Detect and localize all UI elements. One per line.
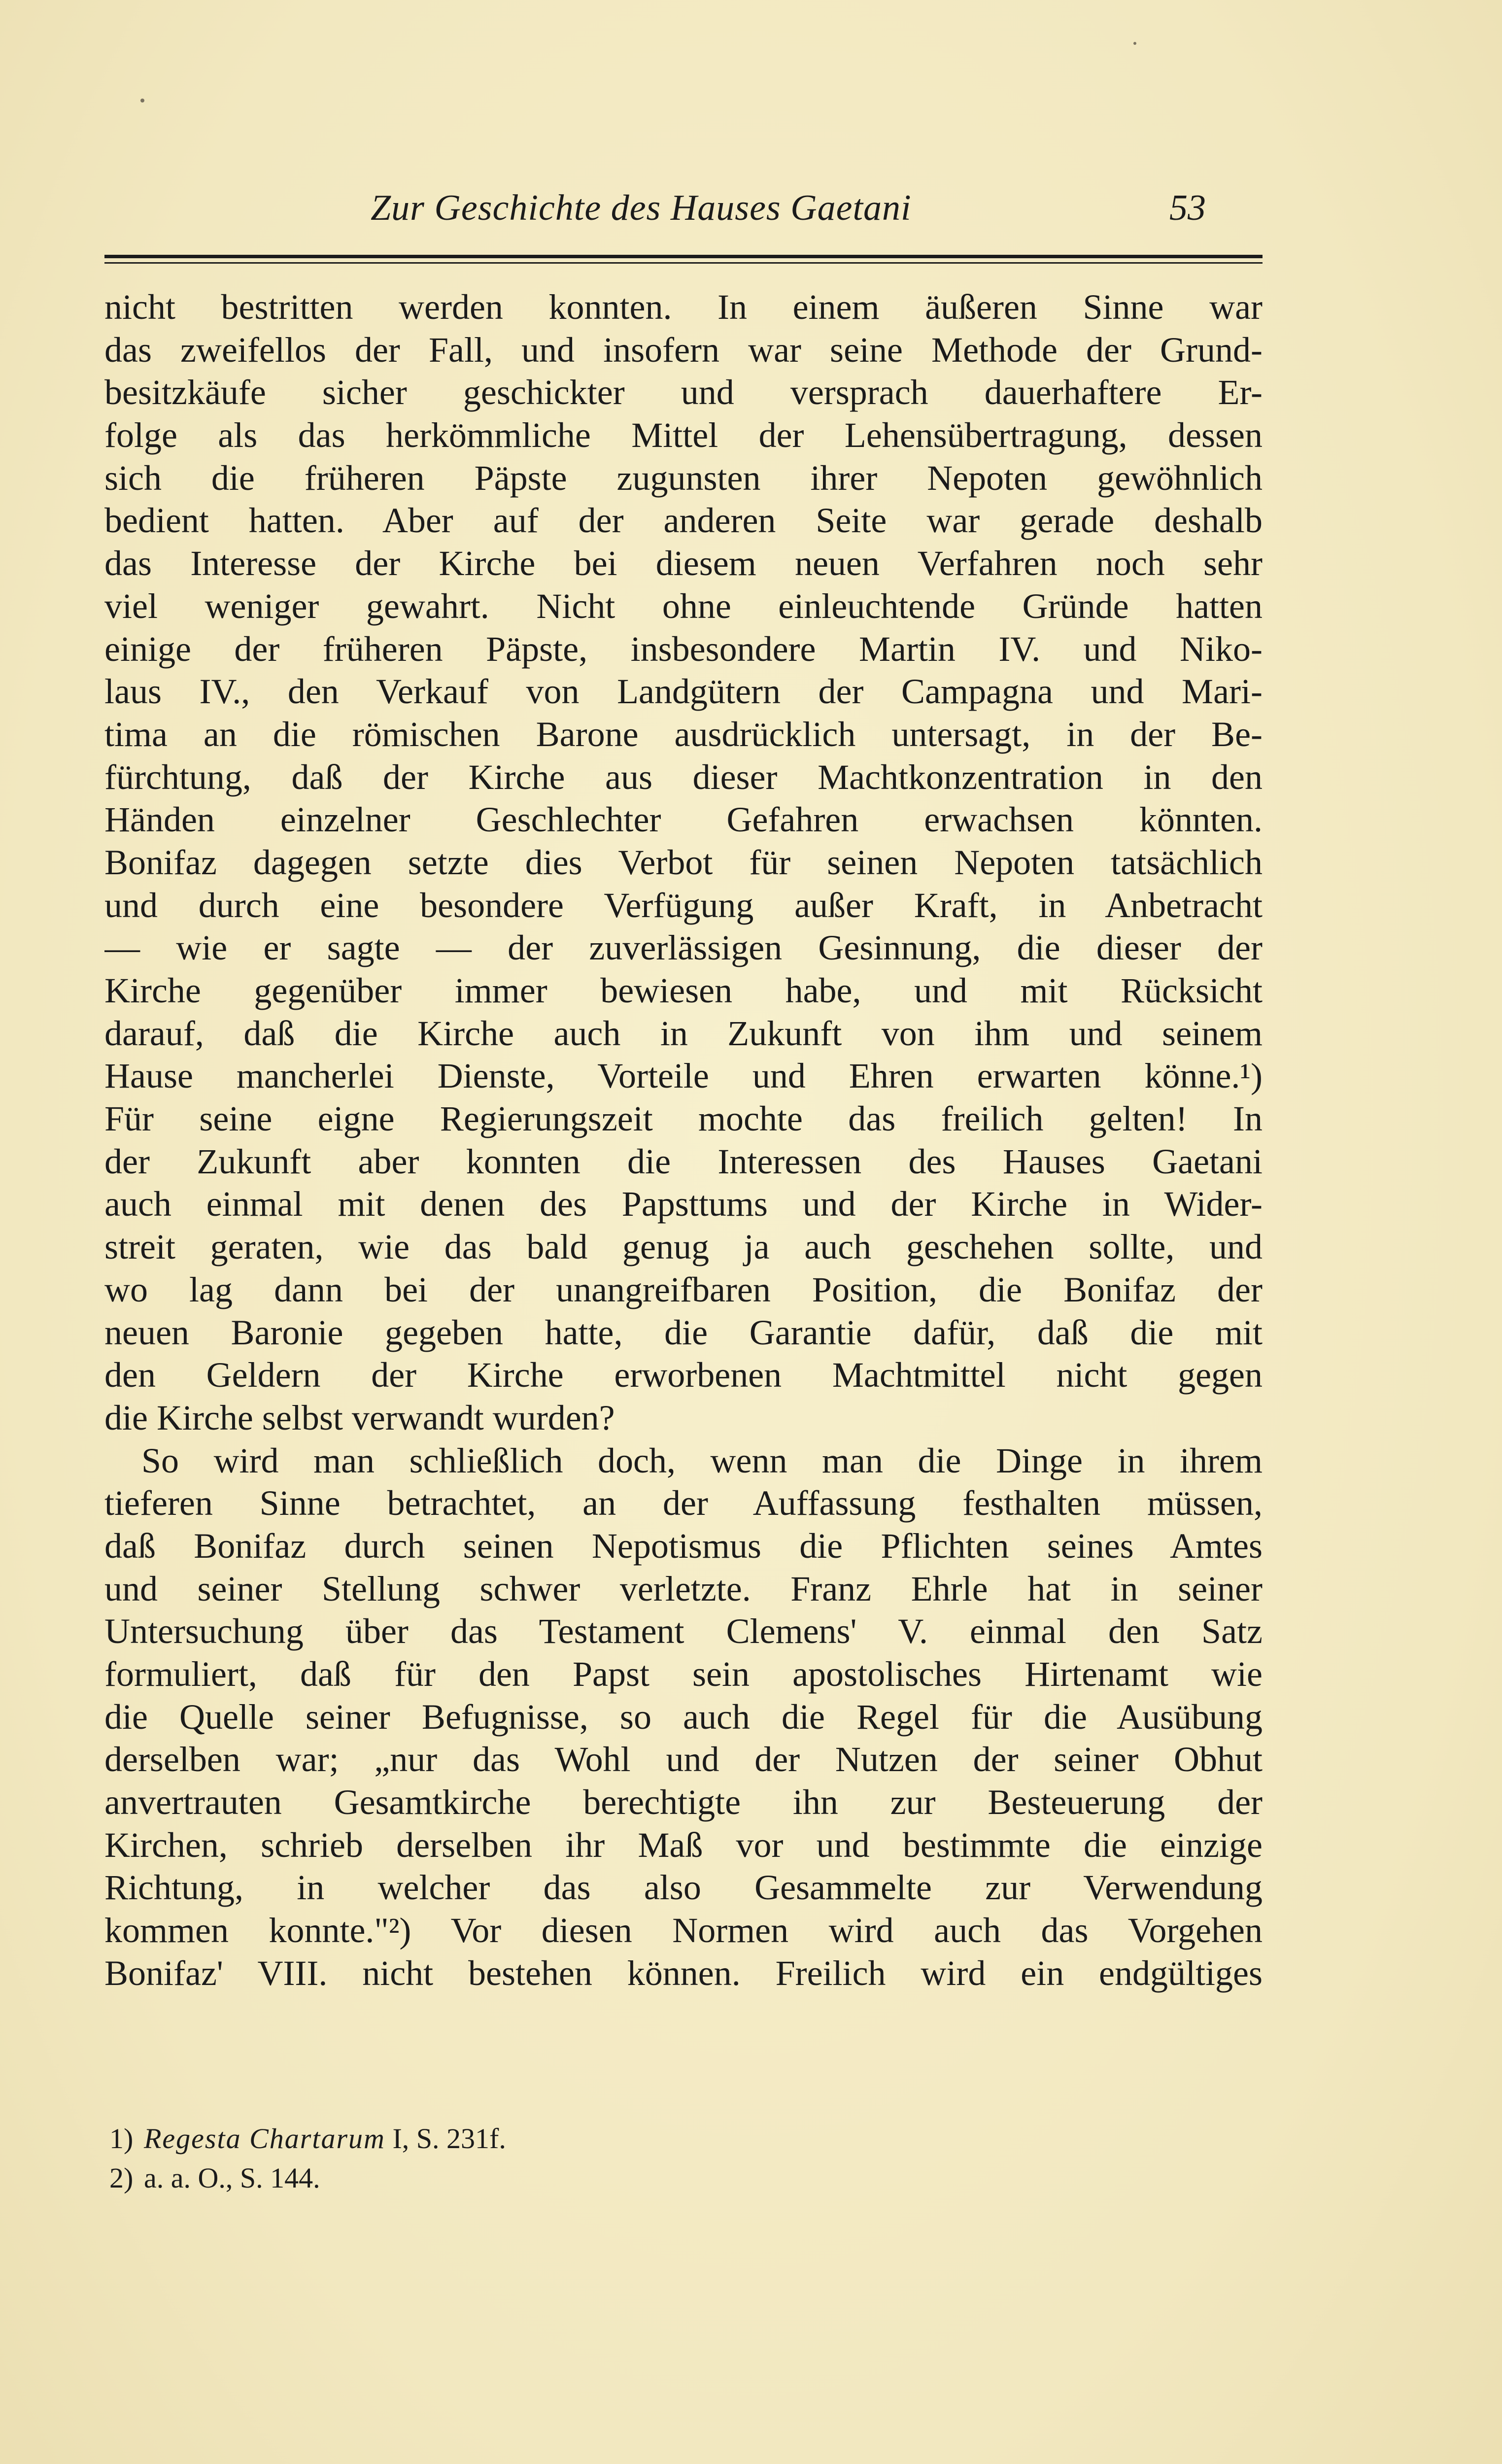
footnote-mark: 2) [109,2162,134,2194]
text-line: darauf, daß die Kirche auch in Zukunft von ihm und seinem [104,1013,1263,1053]
body-text [104,286,1263,1995]
header-rule [104,255,1263,258]
page-number: 53 [1169,188,1206,228]
text-line: fürchtung, daß der Kirche aus dieser Machtkonzentration in den [104,757,1263,797]
text-line: derselben war; „nur das Wohl und der Nutzen der seiner Obhut [104,1740,1263,1780]
text-line: laus IV., den Verkauf von Landgütern der Campagna und Mari- [104,672,1263,712]
text-line: das Interesse der Kirche bei diesem neuen Verfahren noch sehr [104,544,1263,583]
footnote-mark: 1) [109,2122,134,2155]
running-title: Zur Geschichte des Hauses Gaetani [371,188,912,228]
text-line: Für seine eigne Regierungszeit mochte das freilich gelten! In [104,1099,1263,1139]
text-line: die Quelle seiner Befugnisse, so auch die Regel für die Ausübung [104,1697,1263,1737]
text-line: der Zukunft aber konnten die Interessen des Hauses Gaetani [104,1141,1263,1181]
paragraph-start-line: So wird man schließlich doch, wenn man die Dinge in ihrem [141,1440,1263,1480]
header-rule-thin [104,262,1263,264]
text-line: streit geraten, wie das bald genug ja auch geschehen sollte, und [104,1227,1263,1267]
footnote-2 [109,2158,996,2198]
footnote-text: a. a. O., S. 144. [144,2162,320,2194]
text-line: kommen konnte."²) Vor diesen Normen wird auch das Vorgehen [104,1911,1263,1951]
paper-speck [140,99,144,103]
text-line: nicht bestritten werden konnten. In einem äußeren Sinne war [104,287,1263,327]
text-line: sich die früheren Päpste zugunsten ihrer Nepoten gewöhnlich [104,458,1263,498]
text-line: Händen einzelner Geschlechter Gefahren erwachsen könnten. [104,800,1263,840]
text-line: Richtung, in welcher das also Gesammelte zur Verwendung [104,1868,1263,1908]
text-line: einige der früheren Päpste, insbesondere Martin IV. und Niko- [104,629,1263,669]
paragraph-end-line: die Kirche selbst verwandt wurden? [104,1398,615,1437]
page-header [104,187,1263,246]
text-line: formuliert, daß für den Papst sein apostolisches Hirtenamt wie [104,1654,1263,1694]
text-line: neuen Baronie gegeben hatte, die Garantie dafür, daß die mit [104,1312,1263,1352]
text-line: Kirche gegenüber immer bewiesen habe, und mit Rücksicht [104,971,1263,1010]
text-line: besitzkäufe sicher geschickter und versprach dauerhaftere Er- [104,373,1263,412]
text-line: anvertrauten Gesamtkirche berechtigte ihn zur Besteuerung der [104,1782,1263,1822]
text-line: Bonifaz dagegen setzte dies Verbot für seinen Nepoten tatsächlich [104,842,1263,882]
text-line: wo lag dann bei der unangreifbaren Position, die Bonifaz der [104,1269,1263,1309]
text-line: das zweifellos der Fall, und insofern war seine Methode der Grund- [104,330,1263,370]
text-line: Kirchen, schrieb derselben ihr Maß vor und bestimmte die einzige [104,1825,1263,1865]
text-line: tima an die römischen Barone ausdrücklich untersagt, in der Be- [104,714,1263,754]
text-line: daß Bonifaz durch seinen Nepotismus die Pflichten seines Amtes [104,1526,1263,1566]
text-line: bedient hatten. Aber auf der anderen Seite war gerade deshalb [104,501,1263,541]
text-line: Untersuchung über das Testament Clemens' V. einmal den Satz [104,1611,1263,1651]
text-line: Hause mancherlei Dienste, Vorteile und Ehren erwarten könne.¹) [104,1056,1263,1096]
text-line: den Geldern der Kirche erworbenen Machtmittel nicht gegen [104,1355,1263,1395]
text-line: folge als das herkömmliche Mittel der Lehensübertragung, dessen [104,415,1263,455]
footnote-text: I, S. 231f. [385,2122,506,2155]
text-line: Bonifaz' VIII. nicht bestehen können. Freilich wird ein endgültiges [104,1953,1263,1993]
text-line: auch einmal mit denen des Papsttums und der Kirche in Wider- [104,1184,1263,1224]
text-line: und durch eine besondere Verfügung außer Kraft, in Anbetracht [104,885,1263,925]
text-line: und seiner Stellung schwer verletzte. Franz Ehrle hat in seiner [104,1569,1263,1608]
text-line: viel weniger gewahrt. Nicht ohne einleuchtende Gründe hatten [104,586,1263,626]
text-line: tieferen Sinne betrachtet, an der Auffassung festhalten müssen, [104,1483,1263,1523]
footnote-source-title: Regesta Chartarum [144,2122,385,2155]
footnotes [109,2119,996,2198]
footnote-1 [109,2119,996,2158]
paper-speck [1133,42,1136,45]
text-line: — wie er sagte — der zuverlässigen Gesinnung, die dieser der [104,928,1263,968]
